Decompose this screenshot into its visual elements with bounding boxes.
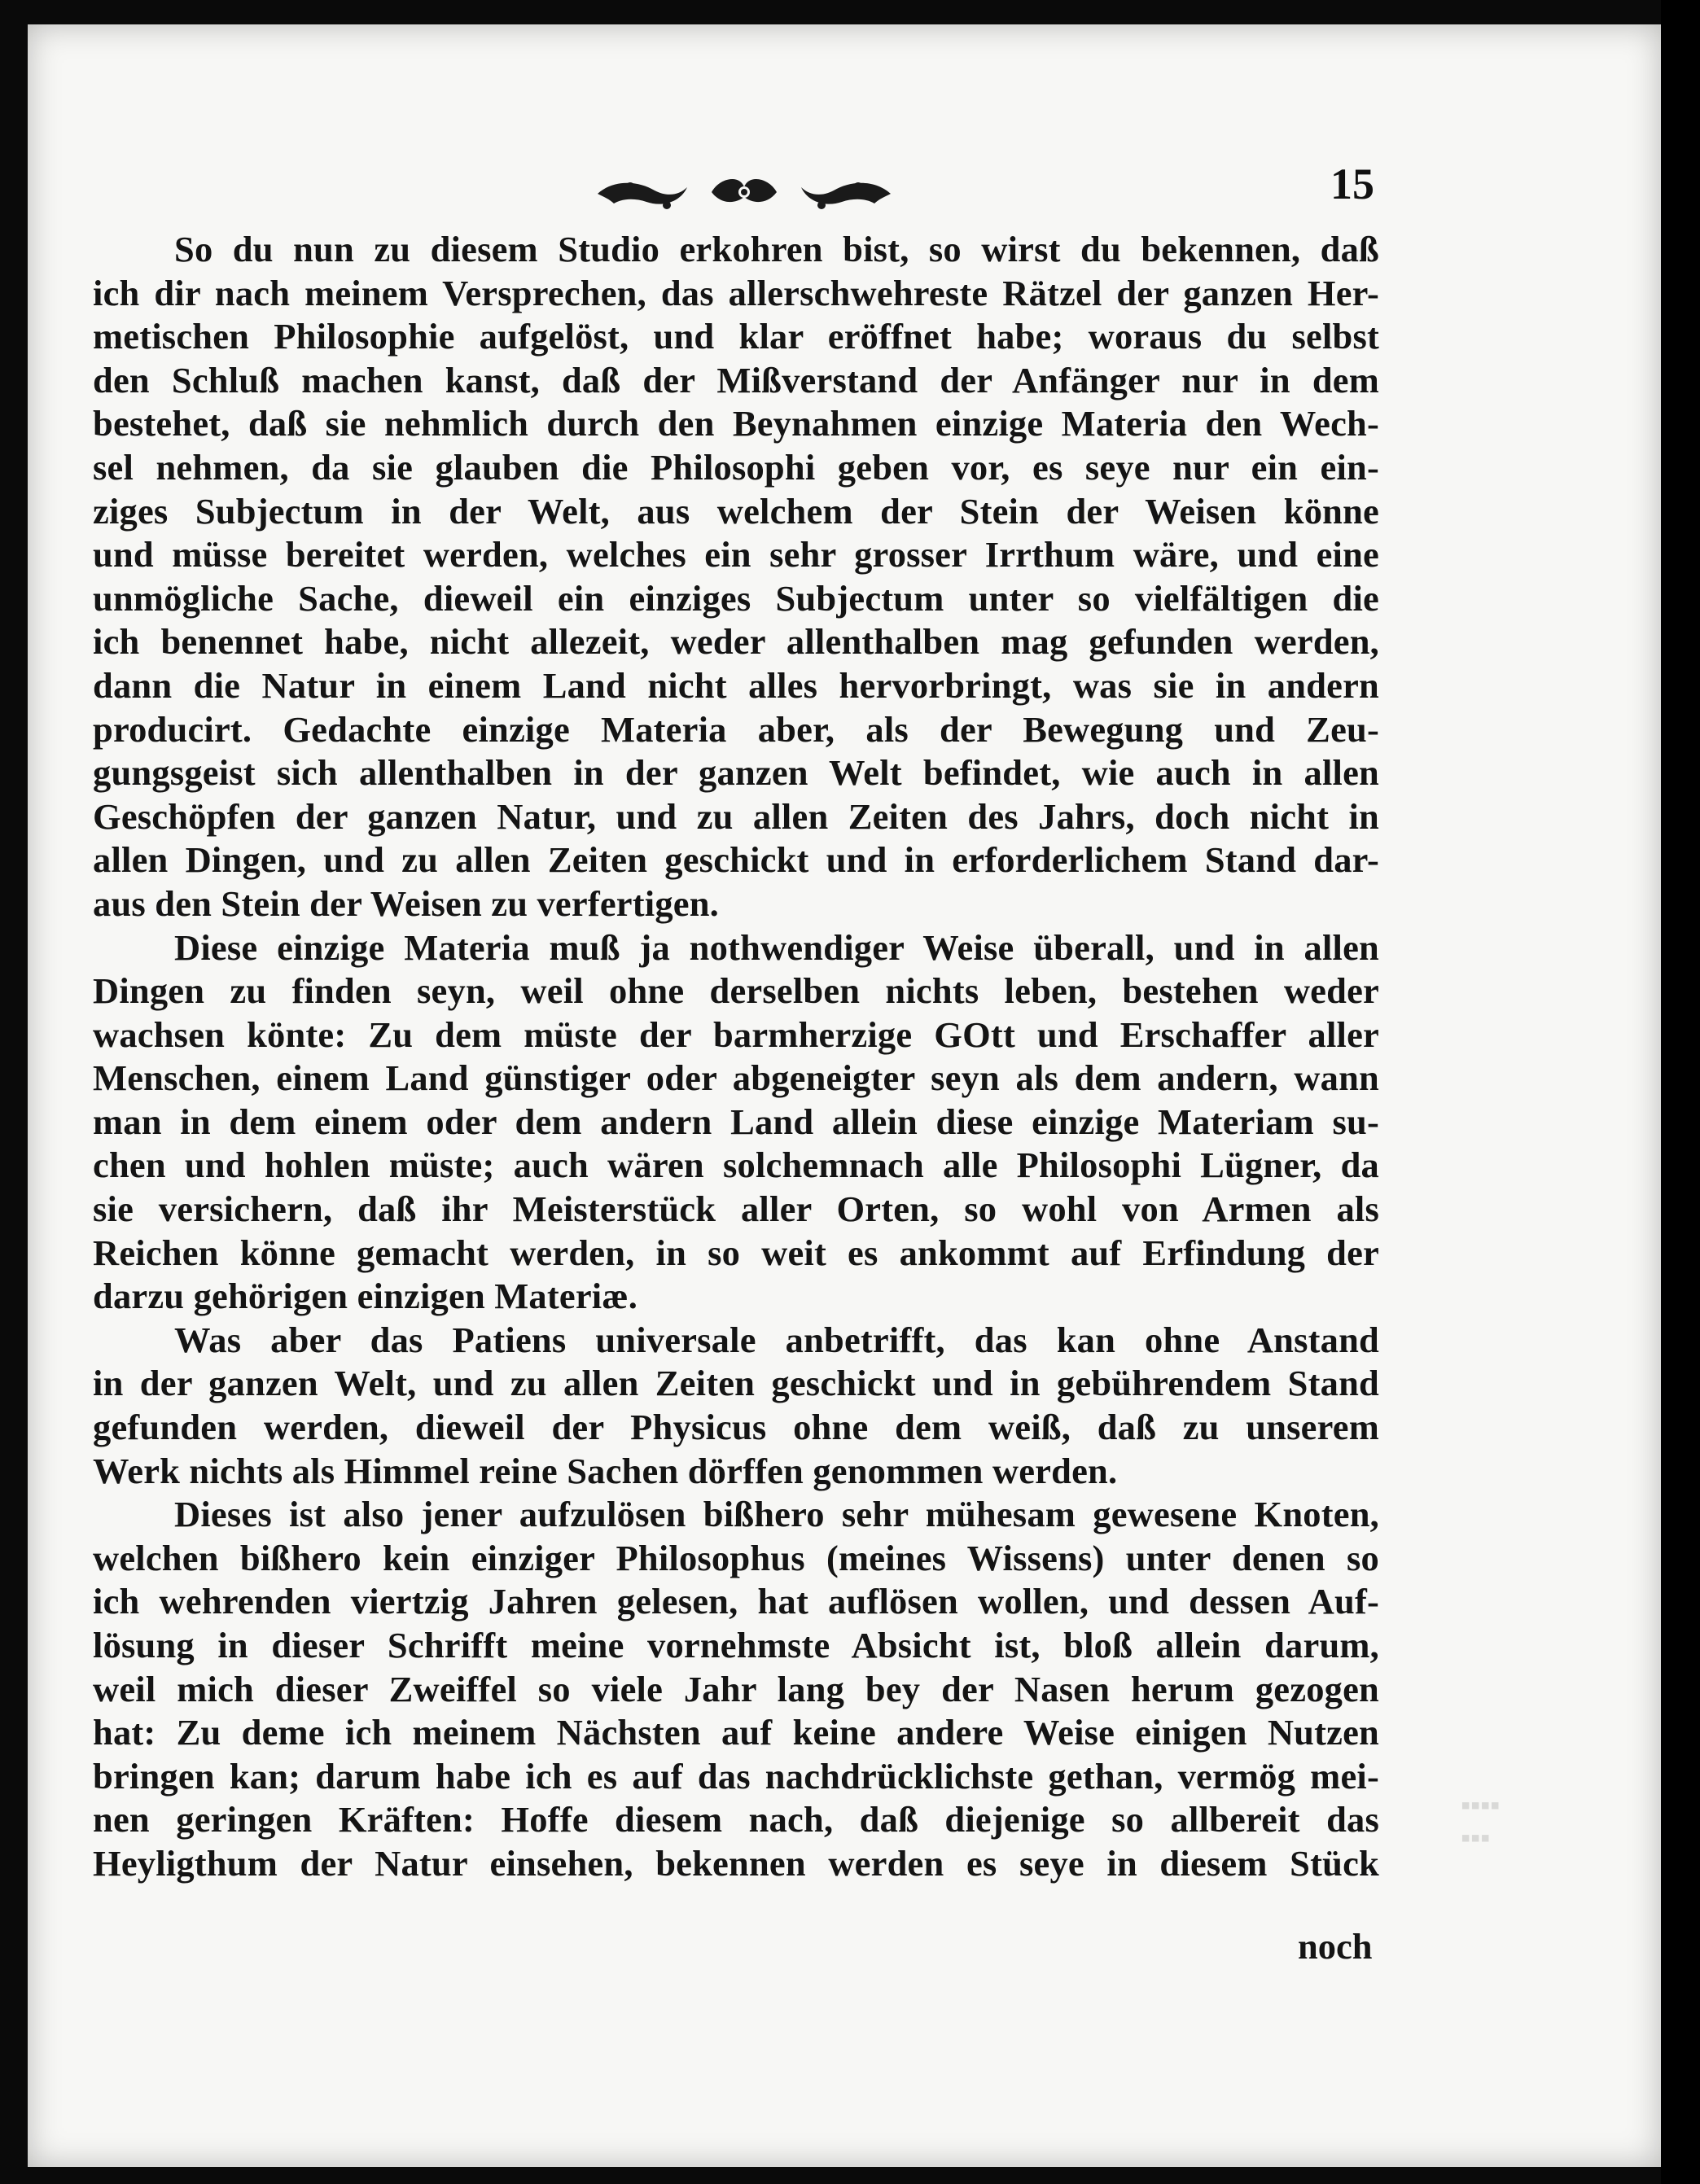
text-line: gungsgeist sich allenthalben in der ganzen Welt befindet, wie auch in allen <box>93 752 1379 794</box>
scan-edge <box>1661 0 1700 2184</box>
bleed-through-mark: ▪▪▪ <box>1461 1823 1491 1854</box>
text-line: den Schluß machen kanst, daß der Mißverstand der Anfänger nur in dem <box>93 359 1379 400</box>
text-line: ich wehrenden viertzig Jahren gelesen, hat auflösen wollen, und dessen Auf- <box>93 1581 1379 1622</box>
text-line: producirt. Gedachte einzige Materia aber, als der Bewegung und Zeu- <box>93 708 1379 750</box>
text-line: unmögliche Sache, dieweil ein einziges Subjectum unter so vielfältigen die <box>93 577 1379 619</box>
text-line: nen geringen Kräften: Hoffe diesem nach, daß diejenige so allbereit das <box>93 1799 1379 1840</box>
text-line: allen Dingen, und zu allen Zeiten geschickt und in erforderlichem Stand dar- <box>93 839 1379 881</box>
text-line: und müsse bereitet werden, welches ein sehr grosser Irrthum wäre, und eine <box>93 534 1379 576</box>
catchword: noch <box>1298 1926 1373 1967</box>
text-line: Dingen zu finden seyn, weil ohne derselben nichts leben, bestehen weder <box>93 970 1379 1012</box>
text-line: welchen bißhero kein einziger Philosophus (meines Wissens) unter denen so <box>93 1537 1379 1578</box>
bleed-through-mark: ▪▪▪▪ <box>1461 1791 1501 1821</box>
body-text <box>93 228 1379 1886</box>
book-page <box>28 24 1661 2167</box>
text-line: So du nun zu diesem Studio erkohren bist, so wirst du bekennen, daß <box>174 229 1379 269</box>
text-line: weil mich dieser Zweiffel so viele Jahr lang bey der Nasen herum gezogen <box>93 1668 1379 1709</box>
text-line: sie versichern, daß ihr Meisterstück aller Orten, so wohl von Armen als <box>93 1188 1379 1230</box>
text-line: darzu gehörigen einzigen Materiæ. <box>93 1276 638 1317</box>
text-line: ziges Subjectum in der Welt, aus welchem der Stein der Weisen könne <box>93 490 1379 532</box>
text-line: man in dem einem oder dem andern Land allein diese einzige Materiam su- <box>93 1101 1379 1142</box>
text-line: gefunden werden, dieweil der Physicus ohne dem weiß, daß zu unserem <box>93 1407 1379 1448</box>
text-line: sel nehmen, da sie glauben die Philosophi geben vor, es seye nur ein ein- <box>93 446 1379 488</box>
text-line: Diese einzige Materia muß ja nothwendiger Weise überall, und in allen <box>174 926 1379 968</box>
text-line: metischen Philosophie aufgelöst, und klar eröffnet habe; woraus du selbst <box>93 316 1379 357</box>
text-line: dann die Natur in einem Land nicht alles hervorbringt, was sie in andern <box>93 664 1379 706</box>
text-line: aus den Stein der Weisen zu verfertigen. <box>93 882 719 924</box>
text-line: ich benennet habe, nicht allezeit, weder allenthalben mag gefunden werden, <box>93 621 1379 663</box>
text-line: in der ganzen Welt, und zu allen Zeiten geschickt und in gebührendem Stand <box>93 1363 1379 1404</box>
text-line: Reichen könne gemacht werden, in so weit es ankommt auf Erfindung der <box>93 1232 1379 1273</box>
floral-ornament-icon <box>589 163 899 220</box>
text-line: bringen kan; darum habe ich es auf das nachdrücklichste gethan, vermög mei- <box>93 1755 1379 1797</box>
text-line: Was aber das Patiens universale anbetrifft, das kan ohne Anstand <box>174 1319 1379 1360</box>
page-header <box>28 155 1661 228</box>
text-line: Heyligthum der Natur einsehen, bekennen werden es seye in diesem Stück <box>93 1842 1379 1884</box>
text-line: Dieses ist also jener aufzulösen bißhero sehr mühesam gewesene Knoten, <box>174 1494 1379 1535</box>
text-line: Geschöpfen der ganzen Natur, und zu allen Zeiten des Jahrs, doch nicht in <box>93 795 1379 837</box>
text-line: bestehet, daß sie nehmlich durch den Beynahmen einzige Materia den Wech- <box>93 403 1379 444</box>
text-line: ich dir nach meinem Versprechen, das allerschwehreste Rätzel der ganzen Her- <box>93 272 1379 313</box>
page-number: 15 <box>1330 160 1374 208</box>
text-line: hat: Zu deme ich meinem Nächsten auf keine andere Weise einigen Nutzen <box>93 1712 1379 1753</box>
text-line: chen und hohlen müste; auch wären solchemnach alle Philosophi Lügner, da <box>93 1145 1379 1186</box>
text-line: Menschen, einem Land günstiger oder abgeneigter seyn als dem andern, wann <box>93 1057 1379 1099</box>
text-line: lösung in dieser Schrifft meine vornehmste Absicht ist, bloß allein darum, <box>93 1625 1379 1665</box>
text-line: Werk nichts als Himmel reine Sachen dörffen genommen werden. <box>93 1450 1118 1491</box>
text-line: wachsen könte: Zu dem müste der barmherzige GOtt und Erschaffer aller <box>93 1013 1379 1055</box>
